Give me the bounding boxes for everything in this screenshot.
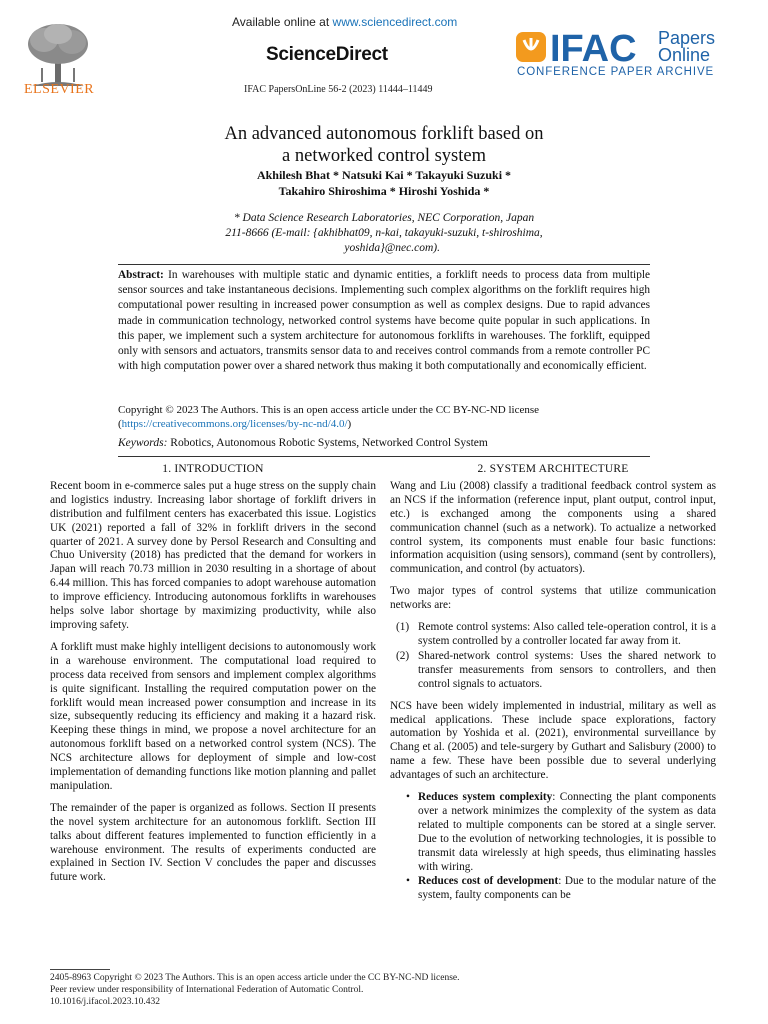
page-footer: [50, 972, 730, 1008]
license-link[interactable]: https://creativecommons.org/licenses/by-nc-nd/4.0/: [121, 418, 348, 430]
right-column: [390, 463, 716, 904]
affiliation-line-2: 211-8666 (E-mail: {akhibhat09, n-kai, takayuki-suzuki, t-shiroshima,: [225, 227, 543, 239]
copyright-text: Copyright © 2023 The Authors. This is an open access article under the CC BY-NC-ND license: [118, 404, 539, 416]
available-online-line: [232, 15, 457, 29]
ifac-papers-text: Papers: [658, 28, 716, 48]
list-item: [390, 621, 716, 649]
footer-rule: [50, 969, 110, 970]
control-system-types-list: [390, 621, 716, 692]
authors-line-2: Takahiro Shiroshima * Hiroshi Yoshida *: [278, 184, 490, 198]
abstract-bottom-rule: [118, 456, 650, 457]
bullet-bold-lead: Reduces system complexity: [418, 791, 553, 804]
list-number: (1): [396, 621, 410, 634]
journal-citation: IFAC PapersOnLine 56-2 (2023) 11444–11449: [244, 84, 433, 95]
section-1-heading: 1. INTRODUCTION: [162, 463, 264, 475]
arch-paragraph-2: Two major types of control systems that utilize communication networks are:: [390, 585, 716, 612]
available-prefix: Available online at: [232, 15, 333, 29]
affiliation-line-1: * Data Science Research Laboratories, NEC Corporation, Japan: [233, 212, 535, 224]
license-paren-open: (: [118, 418, 122, 430]
authors-line-1: Akhilesh Bhat * Natsuki Kai * Takayuki Suzuki *: [256, 168, 512, 182]
intro-paragraph-2: A forklift must make highly intelligent decisions to autonomously work in a warehouse environment. The computational load required to process data received from sensors and implement complex algorithms is quite significant. Installing the required computation power on the forklift would mean increased power consumption and increase in its size, subsequently reducing its efficiency and making it a hazard risk. Keeping these things in mind, we propose a novel architecture for an autonomous forklift based on a networked control system (NCS). The NCS architecture allows for deployment of simple and low-cost implementation of demanding functions like motion planning and pallet manipulation.: [50, 640, 376, 792]
bullet-bold-lead: Reduces cost of development: [418, 875, 559, 888]
list-item: [390, 875, 716, 903]
left-column: [50, 463, 376, 893]
list-item-text: Shared-network control systems: Uses the shared network to transfer measurements from sensors to controllers, and then control signals to actuators.: [418, 649, 716, 690]
conference-paper-archive-label: CONFERENCE PAPER ARCHIVE: [517, 66, 715, 78]
footer-doi: 10.1016/j.ifacol.2023.10.432: [50, 997, 161, 1007]
list-item-text: Remote control systems: Also called tele-operation control, it is a system controlled by a controller located far away from it.: [418, 621, 716, 647]
abstract-label: Abstract:: [118, 269, 164, 281]
list-item: [390, 650, 716, 692]
list-number: (2): [396, 649, 410, 662]
bullet-text: : Connecting the plant components over a network minimizes the complexity of the system as data related to multiple components can be stored at a single server. Due to the evolution of networking technologies, it is possible to transmit data wirelessly at high speeds, thus eliminating hassles with wiring.: [418, 791, 716, 873]
affiliation-line-3: yoshida}@nec.com).: [344, 242, 440, 254]
keywords: [118, 437, 650, 449]
intro-paragraph-3: The remainder of the paper is organized as follows. Section II presents the novel system architecture for an autonomous forklift. Section III talks about different features implemented to function efficiently in a warehouse environment. The results of experiments conducted are explained in Section IV. Section V concludes the paper and discusses future work.: [50, 801, 376, 884]
abstract: [118, 268, 650, 374]
sciencedirect-title: ScienceDirect: [266, 44, 388, 65]
elsevier-wordmark: ELSEVIER: [24, 82, 95, 97]
abstract-top-rule: [118, 264, 650, 265]
bullet-icon: •: [406, 791, 410, 804]
footer-copyright: 2405-8963 Copyright © 2023 The Authors. This is an open access article under the CC BY-NC-ND license.: [50, 973, 460, 983]
ifac-online-text: Online: [658, 45, 711, 65]
bullet-icon: •: [406, 875, 410, 888]
list-item: [390, 791, 716, 874]
ifac-mark-text: IFAC: [550, 28, 637, 70]
footer-peer-review: Peer review under responsibility of International Federation of Automatic Control.: [50, 985, 364, 995]
copyright-notice: [118, 403, 650, 431]
section-2-heading: 2. SYSTEM ARCHITECTURE: [477, 463, 629, 475]
intro-paragraph-1: Recent boom in e-commerce sales put a huge stress on the supply chain and logistics industry. Increasing labor shortage of forklift drivers in distribution and fulfilment centers has exacerbated this issue. Logistics UK (2021) reported a fall of 32% in forklift drivers in the second quarter of 2021. A survey done by Persol Research and Consulting and Chuo University (2018) has predicted that the demand for workers in Japan will reach 70.73 million in 2030 resulting in a shortage of about 6.44 million. This has forced companies to adopt warehouse automation to improve efficiency. Introducing autonomous forklifts in warehouses helps solve labor shortage by maximizing productivity, while also improving safety.: [50, 479, 376, 631]
advantages-list: [390, 791, 716, 903]
keywords-label: Keywords:: [118, 437, 168, 449]
license-paren-close: ): [347, 418, 352, 430]
bullet-text: : Due to the modular nature of the system, faulty components can be: [418, 875, 716, 902]
paper-title-line-1: An advanced autonomous forklift based on: [224, 124, 544, 144]
arch-paragraph-3: NCS have been widely implemented in industrial, military as well as medical applications. These include space explorations, factory automation by Yoshida et al. (2021), environmental surveillance by Chang et al. (2005) and tele-surgery by Guthart and Salisbury (2000) to name a few. These have been possible due to several underlying advantages of such an architecture.: [390, 699, 716, 782]
keywords-text: Robotics, Autonomous Robotic Systems, Networked Control System: [167, 437, 488, 449]
paper-title-line-2: a networked control system: [282, 146, 486, 166]
abstract-text: In warehouses with multiple static and dynamic entities, a forklift needs to process data from multiple sensor sources and take instantaneous decisions. Implementing such complex algorithms on the forklift requires high computational power resulting in increased power consumption as well as complex designs. Due to rapid advances made in communication technology, networked control systems have become quite popular in such applications. In this paper, we implement such a system architecture for autonomous forklifts in warehouses. The forklift, equipped only with sensors and actuators, transmits sensor data to and receives control commands from a remote controller PC with high computation power over a shared network thus making it both computationally and economically efficient.: [118, 269, 650, 373]
arch-paragraph-1: Wang and Liu (2008) classify a traditional feedback control system as an NCS if the information (reference input, plant output, control input, etc.) is exchanged among the components using a shared communication channel (such as a network). To actualize a networked control system, its components must enable four basic functions: information acquisition (using sensors), command (sent by controllers), communication, and control (by actuators).: [390, 479, 716, 576]
sciencedirect-link[interactable]: www.sciencedirect.com: [332, 15, 458, 29]
